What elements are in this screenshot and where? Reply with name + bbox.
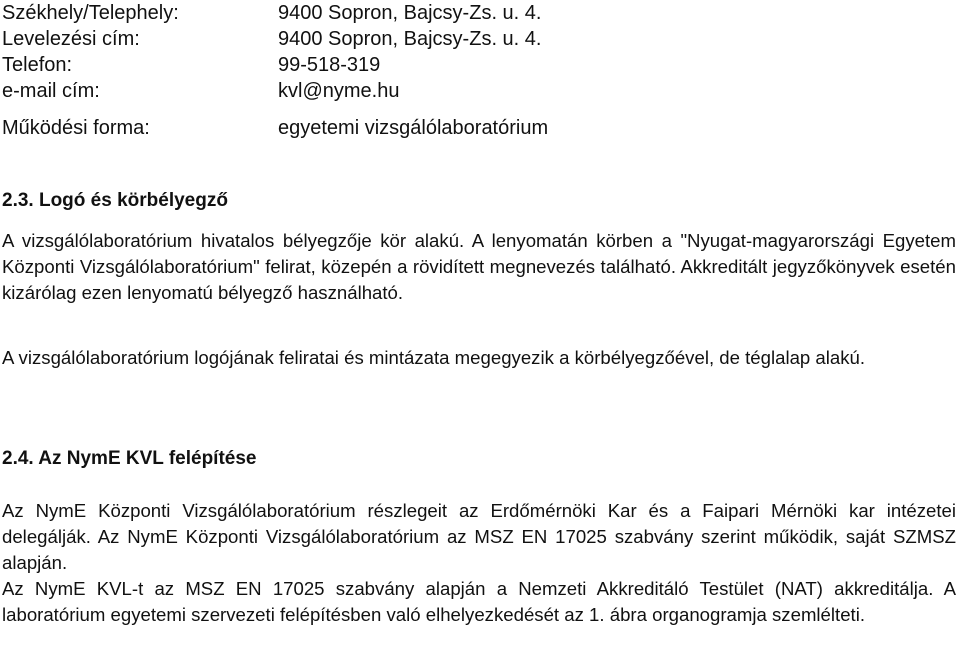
contact-label: Székhely/Telephely: bbox=[2, 2, 179, 24]
contact-value: kvl@nyme.hu bbox=[278, 80, 400, 102]
paragraph-stamp-description: A vizsgálólaboratórium hivatalos bélyegzője kör alakú. A lenyomatán körben a "Nyugat-magyarországi Egyetem Központi Vizsgálólaboratórium" felirat, közepén a rövidített megnevezés található. Akkreditált jegyzőkönyvek esetén kizárólag ezen lenyomatú bélyegző használható. bbox=[2, 230, 956, 303]
contact-value: 99-518-319 bbox=[278, 54, 381, 76]
paragraph-accreditation: Az NymE KVL-t az MSZ EN 17025 szabvány alapján a Nemzeti Akkreditáló Testület (NAT) akkreditálja. A laboratórium egyetemi szervezeti felépítésben való elhelyezkedését az 1. ábra organogramja szemlélteti. bbox=[2, 578, 956, 625]
contact-label: Telefon: bbox=[2, 54, 73, 76]
contact-label: Működési forma: bbox=[2, 117, 150, 139]
paragraph-structure-departments: Az NymE Központi Vizsgálólaboratórium részlegeit az Erdőmérnöki Kar és a Faipari Mérnöki kar intézetei delegálják. Az NymE Központi Vizsgálólaboratórium az MSZ EN 17025 szabvány szerint működik, saját SZMSZ alapján. bbox=[2, 500, 956, 573]
contact-value: 9400 Sopron, Bajcsy-Zs. u. 4. bbox=[278, 2, 542, 24]
paragraph-logo-description: A vizsgálólaboratórium logójának feliratai és mintázata megegyezik a körbélyegzőével, de téglalap alakú. bbox=[2, 347, 866, 368]
contact-label: Levelezési cím: bbox=[2, 28, 140, 50]
section-heading-logo-stamp: 2.3. Logó és körbélyegző bbox=[2, 190, 228, 211]
contact-value: egyetemi vizsgálólaboratórium bbox=[278, 117, 549, 139]
section-heading-structure: 2.4. Az NymE KVL felépítése bbox=[2, 448, 257, 469]
contact-value: 9400 Sopron, Bajcsy-Zs. u. 4. bbox=[278, 28, 542, 50]
contact-label: e-mail cím: bbox=[2, 80, 100, 102]
